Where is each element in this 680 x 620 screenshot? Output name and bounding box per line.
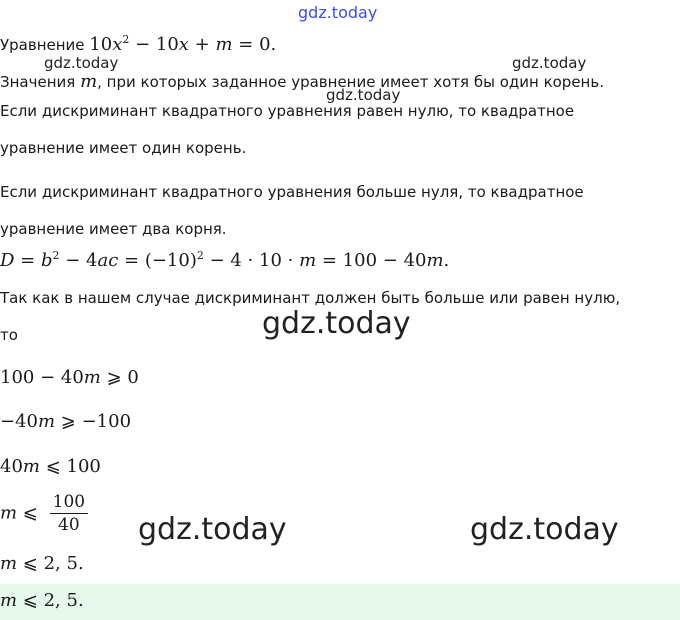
watermark-large: gdz.today xyxy=(138,512,287,547)
discriminant-formula: $D = b^2 - 4ac = (-10)^2 - 4 \cdot 10 \cdot m = 100 - 40m$. xyxy=(0,249,450,271)
text-since-line-1: Так как в нашем случае дискриминант должен быть больше или равен нулю, xyxy=(0,289,621,307)
fraction-numerator: 100 xyxy=(50,492,88,514)
fraction xyxy=(50,492,88,535)
equation-math: $10x^2 - 10x + m = 0$. xyxy=(89,33,277,55)
watermark-small: gdz.today xyxy=(44,54,119,72)
watermark-large: gdz.today xyxy=(262,306,411,341)
inequality-4: m ⩽ $\frac{100}{40}$ xyxy=(0,492,88,535)
text-positive-line-1: Если дискриминант квадратного уравнения больше нуля, то квадратное xyxy=(0,183,584,201)
watermark-small: gdz.today xyxy=(512,54,587,72)
watermark-small: gdz.today xyxy=(326,86,401,104)
inequality-3: 40m ⩽ 100 xyxy=(0,456,101,477)
text-zero-line-1: Если дискриминант квадратного уравнения равен нулю, то квадратное xyxy=(0,102,575,120)
text-since-line-2: то xyxy=(0,326,18,344)
watermark-top: gdz.today xyxy=(298,3,378,22)
watermark-large: gdz.today xyxy=(470,512,619,547)
text-positive-line-2: уравнение имеет два корня. xyxy=(0,220,227,238)
values-line: Значения m, при которых заданное уравнение имеет хотя бы один корень. xyxy=(0,71,604,92)
inequality-2: −40m ⩾ −100 xyxy=(0,411,132,432)
inequality-1: 100 − 40m ⩾ 0 xyxy=(0,367,139,388)
equation-label: Уравнение xyxy=(0,36,85,54)
inequality-5: m ⩽ 2, 5. xyxy=(0,553,84,574)
fraction-denominator: 40 xyxy=(58,515,80,535)
answer-text: m ⩽ 2, 5. xyxy=(0,590,84,611)
answer-box xyxy=(0,584,680,620)
text-zero-line-2: уравнение имеет один корень. xyxy=(0,139,247,157)
equation-line xyxy=(0,34,276,55)
